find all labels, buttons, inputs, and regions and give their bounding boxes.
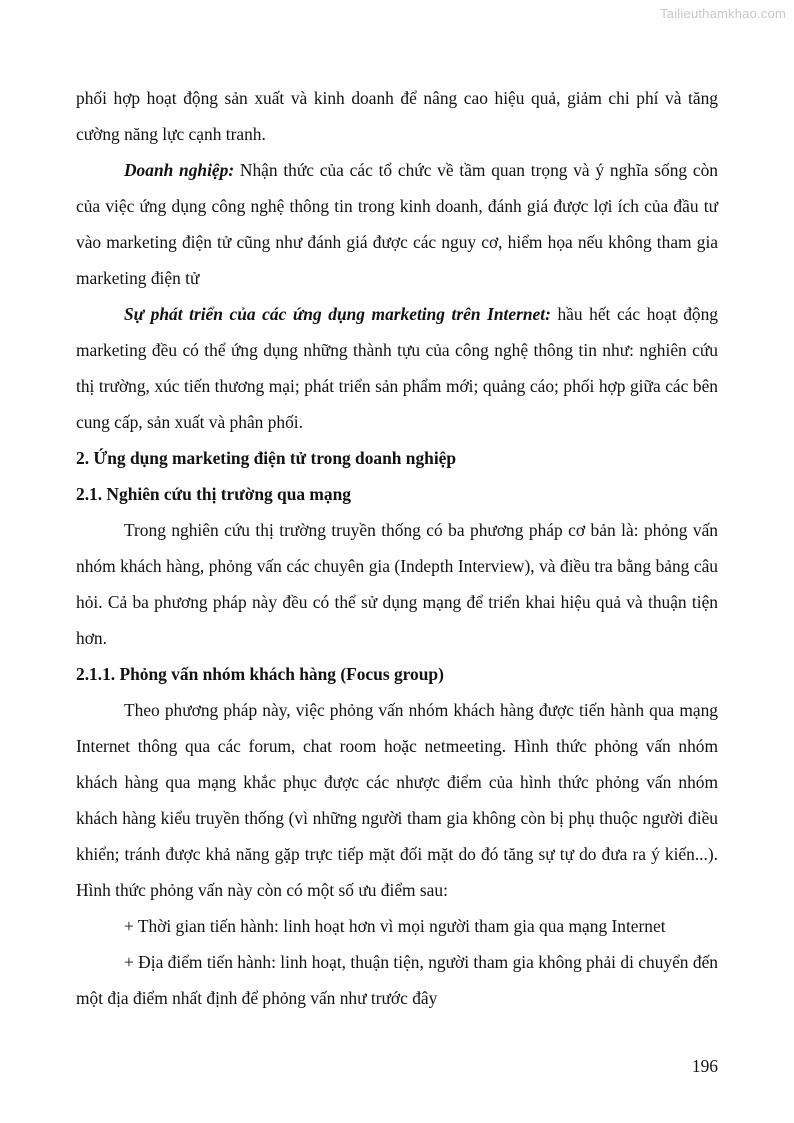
section-heading-2: 2. Ứng dụng marketing điện tử trong doanh nghiệp: [76, 448, 457, 468]
paragraph-su-phat-trien: [76, 296, 718, 440]
term-su-phat-trien: Sự phát triển của các ứng dụng marketing trên Internet:: [124, 304, 551, 324]
paragraph-focus-group: Theo phương pháp này, việc phỏng vấn nhóm khách hàng được tiến hành qua mạng Internet thông qua các forum, chat room hoặc netmeeting. Hình thức phỏng vấn nhóm khách hàng qua mạng khắc phục được các nhược điểm của hình thức phỏng vấn nhóm khách hàng kiểu truyền thống (vì những người tham gia không còn bị phụ thuộc người điều khiển; tránh được khả năng gặp trực tiếp mặt đối mặt do đó tăng sự tự do đưa ra ý kiến...). Hình thức phỏng vấn này còn có một số ưu điểm sau:: [76, 700, 718, 900]
list-item-time: + Thời gian tiến hành: linh hoạt hơn vì mọi người tham gia qua mạng Internet: [124, 916, 666, 936]
page-body: [76, 80, 718, 1016]
list-item-location: + Địa điểm tiến hành: linh hoạt, thuận tiện, người tham gia không phải di chuyển đến một địa điểm nhất định để phỏng vấn như trước đây: [76, 952, 718, 1008]
page-number: 196: [691, 1056, 718, 1076]
paragraph-intro-continuation: phối hợp hoạt động sản xuất và kinh doanh để nâng cao hiệu quả, giảm chi phí và tăng cường năng lực cạnh tranh.: [76, 88, 718, 144]
paragraph-doanh-nghiep: [76, 152, 718, 296]
term-doanh-nghiep: Doanh nghiệp:: [124, 160, 235, 180]
section-heading-2-1: 2.1. Nghiên cứu thị trường qua mạng: [76, 484, 351, 504]
watermark: Tailieuthamkhao.com: [660, 6, 786, 21]
paragraph-market-research: Trong nghiên cứu thị trường truyền thống có ba phương pháp cơ bản là: phỏng vấn nhóm khách hàng, phỏng vấn các chuyên gia (Indepth Interview), và điều tra bằng bảng câu hỏi. Cả ba phương pháp này đều có thể sử dụng mạng để triển khai hiệu quả và thuận tiện hơn.: [76, 520, 718, 648]
paragraph-su-phat-trien-text: hầu hết các hoạt động marketing đều có thể ứng dụng những thành tựu của công nghệ thông tin như: nghiên cứu thị trường, xúc tiến thương mại; phát triển sản phẩm mới; quảng cáo; phối hợp giữa các bên cung cấp, sản xuất và phân phối.: [76, 304, 718, 432]
paragraph-doanh-nghiep-text: Nhận thức của các tổ chức về tầm quan trọng và ý nghĩa sống còn của việc ứng dụng công nghệ thông tin trong kinh doanh, đánh giá được lợi ích của đầu tư vào marketing điện tử cũng như đánh giá được các nguy cơ, hiểm họa nếu không tham gia marketing điện tử: [76, 160, 718, 288]
section-heading-2-1-1: 2.1.1. Phỏng vấn nhóm khách hàng (Focus group): [76, 664, 444, 684]
